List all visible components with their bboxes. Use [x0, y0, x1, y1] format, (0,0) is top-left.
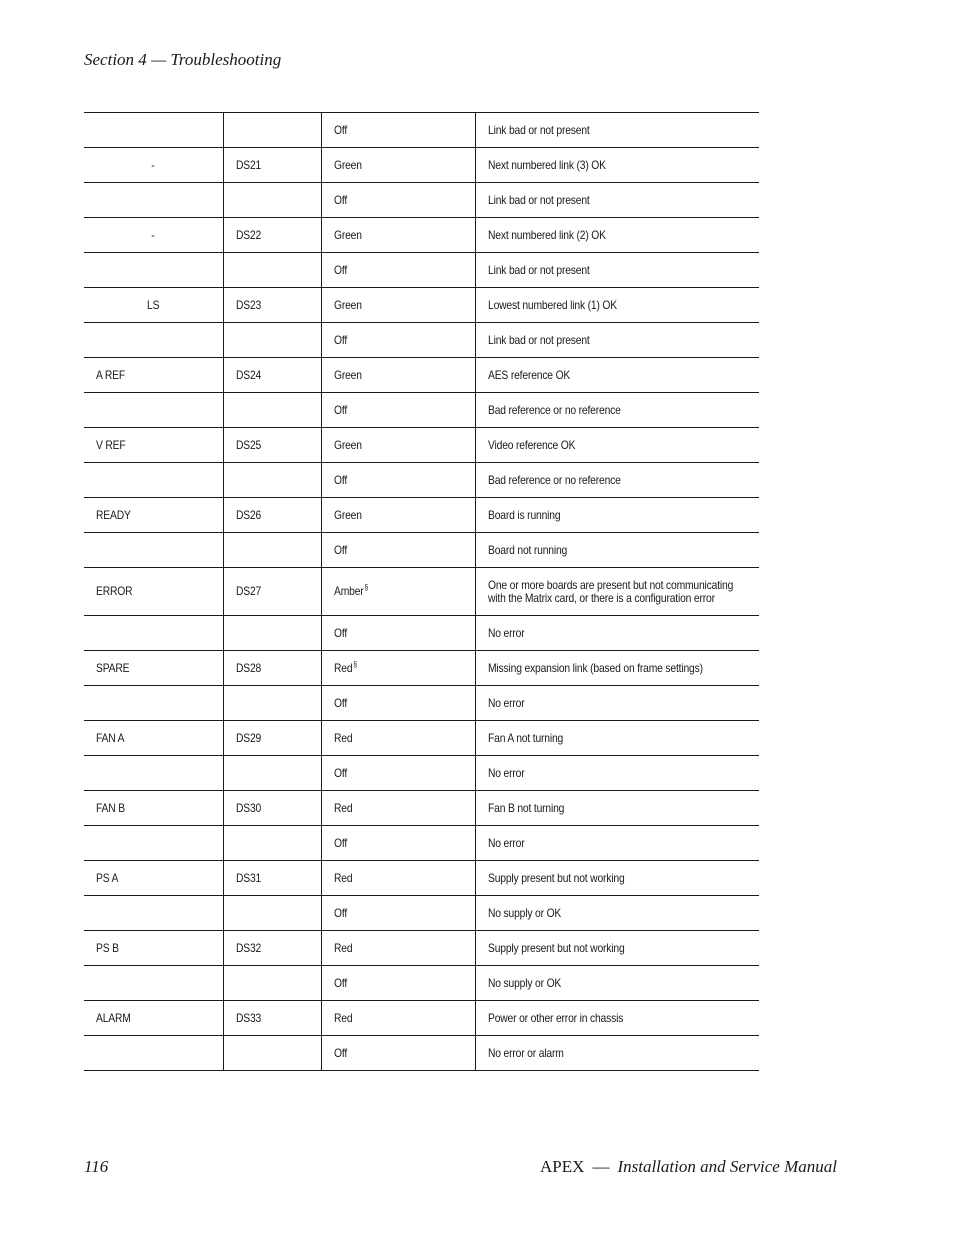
led-name-cell [84, 358, 223, 393]
led-name-cell [84, 533, 223, 568]
led-name-cell [84, 861, 223, 896]
led-meaning-cell-text: Supply present but not working [487, 940, 625, 955]
led-meaning-cell-text: Power or other error in chassis [487, 1010, 623, 1025]
led-meaning-cell [475, 721, 759, 756]
led-name-cell [84, 183, 223, 218]
led-meaning-cell-text: Link bad or not present [487, 332, 590, 347]
led-designator-cell-text: DS30 [235, 800, 261, 815]
led-name-cell [84, 826, 223, 861]
led-designator-cell [223, 616, 321, 651]
led-meaning-cell [475, 498, 759, 533]
led-meaning-cell [475, 826, 759, 861]
led-designator-cell [223, 1001, 321, 1036]
led-name-cell-text: ERROR [96, 584, 133, 598]
led-designator-cell [223, 568, 321, 616]
led-color-cell-text: Green [333, 227, 362, 242]
led-color-cell [321, 1036, 475, 1071]
table-row [84, 931, 759, 966]
led-meaning-cell-text: Link bad or not present [487, 122, 590, 137]
led-name-cell [84, 218, 223, 253]
led-name-cell-text: - [151, 157, 155, 172]
led-designator-cell-text: DS24 [235, 367, 261, 382]
led-designator-cell-text: DS26 [235, 507, 261, 522]
led-color-cell-text: Off [333, 402, 347, 417]
led-name-cell-text: V REF [96, 437, 126, 452]
led-meaning-cell-text: No error [487, 765, 524, 780]
led-meaning-cell-text: No error [487, 625, 524, 640]
led-designator-cell [223, 791, 321, 826]
table-row [84, 323, 759, 358]
led-designator-cell-text: DS25 [235, 437, 261, 452]
led-color-cell-text: Red [333, 1010, 352, 1025]
led-designator-cell [223, 113, 321, 148]
led-meaning-cell [475, 393, 759, 428]
led-designator-cell-text: DS21 [235, 157, 261, 172]
led-color-cell [321, 218, 475, 253]
led-color-cell-text: Green [333, 437, 362, 452]
led-meaning-cell-text: Bad reference or no reference [487, 472, 621, 487]
table-row [84, 861, 759, 896]
led-color-cell [321, 358, 475, 393]
led-meaning-cell [475, 428, 759, 463]
led-designator-cell-text: DS32 [235, 940, 261, 955]
led-meaning-cell [475, 323, 759, 358]
led-color-cell [321, 288, 475, 323]
led-meaning-cell [475, 651, 759, 686]
led-meaning-cell-text: No error [487, 695, 524, 710]
table-row [84, 568, 759, 616]
led-color-cell [321, 861, 475, 896]
led-name-cell-text: - [151, 227, 155, 242]
led-meaning-cell-text: Supply present but not working [487, 870, 625, 885]
led-name-cell [84, 148, 223, 183]
led-name-cell [84, 323, 223, 358]
led-color-cell [321, 791, 475, 826]
led-color-cell-text: Off [333, 975, 347, 990]
led-designator-cell [223, 288, 321, 323]
led-name-cell-text: FAN B [96, 800, 125, 815]
led-color-cell-text: Red [333, 730, 352, 745]
led-name-cell-text: PS A [96, 870, 119, 885]
led-meaning-cell [475, 756, 759, 791]
led-meaning-cell [475, 896, 759, 931]
led-name-cell [84, 428, 223, 463]
led-meaning-cell-text: No error [487, 835, 524, 850]
page-number-text: 116 [84, 1157, 109, 1176]
table-row [84, 463, 759, 498]
led-designator-cell [223, 428, 321, 463]
led-designator-cell [223, 533, 321, 568]
led-color-cell [321, 896, 475, 931]
led-color-cell [321, 183, 475, 218]
led-table-body [84, 113, 759, 1071]
led-color-cell [321, 113, 475, 148]
led-color-cell [321, 428, 475, 463]
led-meaning-cell-text: Board not running [487, 542, 567, 557]
led-color-cell-text: Off [333, 332, 347, 347]
running-header [84, 50, 281, 70]
page-number [84, 1157, 108, 1177]
table-row [84, 651, 759, 686]
led-color-cell-text: Off [333, 1045, 347, 1060]
led-designator-cell [223, 323, 321, 358]
led-designator-cell-text: DS27 [235, 584, 261, 598]
led-meaning-cell-text: Next numbered link (2) OK [487, 227, 606, 242]
led-designator-cell [223, 463, 321, 498]
led-meaning-cell-text: Fan B not turning [487, 800, 564, 815]
led-color-cell-text: Off [333, 192, 347, 207]
led-name-cell [84, 721, 223, 756]
led-meaning-cell [475, 966, 759, 1001]
led-designator-cell [223, 1036, 321, 1071]
led-meaning-cell [475, 148, 759, 183]
led-meaning-cell [475, 463, 759, 498]
section-title: Section 4 — Troubleshooting [84, 50, 282, 69]
led-name-cell [84, 1036, 223, 1071]
led-designator-cell-text: DS31 [235, 870, 261, 885]
footer-separator: — [592, 1157, 610, 1176]
led-meaning-cell [475, 686, 759, 721]
led-color-cell-text: Off [333, 262, 347, 277]
table-row [84, 616, 759, 651]
led-name-cell [84, 253, 223, 288]
led-meaning-cell [475, 183, 759, 218]
product-name: APEX [540, 1157, 585, 1176]
led-meaning-cell-text: Fan A not turning [487, 730, 563, 745]
led-meaning-cell [475, 253, 759, 288]
led-name-cell [84, 686, 223, 721]
table-row [84, 218, 759, 253]
led-name-cell-text: ALARM [96, 1010, 131, 1025]
table-row [84, 1001, 759, 1036]
led-designator-cell [223, 721, 321, 756]
led-name-cell-text: A REF [96, 367, 125, 382]
led-color-cell [321, 931, 475, 966]
led-designator-cell [223, 253, 321, 288]
led-color-cell [321, 148, 475, 183]
led-meaning-cell-text: Board is running [487, 507, 560, 522]
manual-title: Installation and Service Manual [617, 1157, 837, 1176]
led-color-cell [321, 568, 475, 616]
led-meaning-cell [475, 616, 759, 651]
led-meaning-cell-text: Bad reference or no reference [487, 402, 621, 417]
led-designator-cell [223, 931, 321, 966]
led-meaning-cell [475, 791, 759, 826]
footnote-marker: § [363, 583, 368, 592]
led-color-cell-text: Off [333, 625, 347, 640]
led-color-cell-text: Red [333, 800, 352, 815]
led-name-cell [84, 463, 223, 498]
led-designator-cell [223, 498, 321, 533]
led-name-cell [84, 931, 223, 966]
led-color-cell [321, 323, 475, 358]
table-row [84, 498, 759, 533]
led-designator-cell-text: DS22 [235, 227, 261, 242]
led-name-cell [84, 393, 223, 428]
led-color-cell-text: Off [333, 695, 347, 710]
led-name-cell [84, 651, 223, 686]
table-row [84, 1036, 759, 1071]
led-meaning-cell-text: Link bad or not present [487, 192, 590, 207]
led-designator-cell [223, 183, 321, 218]
led-meaning-cell [475, 861, 759, 896]
led-designator-cell [223, 393, 321, 428]
led-color-cell-text: Green [333, 367, 362, 382]
running-footer [540, 1157, 837, 1177]
led-color-cell [321, 966, 475, 1001]
led-color-cell-text: Red [333, 940, 352, 955]
table-row [84, 533, 759, 568]
led-color-cell [321, 826, 475, 861]
table-row [84, 428, 759, 463]
led-color-cell-text: Red [333, 870, 352, 885]
led-name-cell [84, 896, 223, 931]
led-color-cell [321, 393, 475, 428]
led-color-cell-text: Off [333, 905, 347, 920]
led-designator-cell-text: DS23 [235, 297, 261, 312]
led-designator-cell-text: DS29 [235, 730, 261, 745]
led-designator-cell [223, 651, 321, 686]
led-name-cell [84, 791, 223, 826]
table-row [84, 183, 759, 218]
led-color-cell [321, 498, 475, 533]
table-row [84, 826, 759, 861]
table-row [84, 721, 759, 756]
led-name-cell [84, 288, 223, 323]
led-meaning-cell [475, 931, 759, 966]
led-color-cell-text: Off [333, 765, 347, 780]
led-color-cell-text: Green [333, 297, 362, 312]
led-name-cell-text: FAN A [96, 730, 125, 745]
led-name-cell [84, 568, 223, 616]
led-color-cell-text: Red§ [333, 659, 357, 675]
led-color-cell-text: Off [333, 122, 347, 137]
led-color-cell-text: Off [333, 835, 347, 850]
led-color-cell [321, 253, 475, 288]
led-meaning-cell [475, 1036, 759, 1071]
led-meaning-cell [475, 113, 759, 148]
led-color-cell-text: Off [333, 472, 347, 487]
table-row [84, 288, 759, 323]
led-meaning-cell-text: No supply or OK [487, 905, 561, 920]
table-row [84, 896, 759, 931]
led-color-cell-text: Amber§ [333, 583, 368, 598]
led-meaning-cell-text: Missing expansion link (based on frame settings) [487, 660, 703, 675]
led-designator-cell [223, 826, 321, 861]
led-meaning-cell-text: Video reference OK [487, 437, 575, 452]
led-designator-cell-text: DS28 [235, 660, 261, 675]
led-meaning-cell-text: No error or alarm [487, 1045, 564, 1060]
led-color-cell [321, 651, 475, 686]
led-meaning-cell [475, 533, 759, 568]
led-meaning-cell-text: No supply or OK [487, 975, 561, 990]
led-designator-cell [223, 148, 321, 183]
led-color-cell [321, 463, 475, 498]
footnote-marker: § [352, 659, 357, 669]
led-name-cell [84, 1001, 223, 1036]
table-row [84, 966, 759, 1001]
led-name-cell-text: PS B [96, 940, 119, 955]
table-row [84, 756, 759, 791]
led-name-cell [84, 616, 223, 651]
led-meaning-cell [475, 568, 759, 616]
led-name-cell-text: LS [147, 297, 160, 312]
table-row [84, 253, 759, 288]
led-designator-cell [223, 966, 321, 1001]
led-color-cell [321, 686, 475, 721]
led-designator-cell [223, 686, 321, 721]
led-meaning-cell-text: AES reference OK [487, 367, 570, 382]
led-status-table [84, 112, 759, 1071]
led-color-cell [321, 533, 475, 568]
led-name-cell [84, 966, 223, 1001]
led-meaning-cell-text: Lowest numbered link (1) OK [487, 297, 617, 312]
led-color-cell-text: Off [333, 542, 347, 557]
led-name-cell [84, 113, 223, 148]
table-row [84, 148, 759, 183]
led-meaning-cell-text: One or more boards are present but not communicating with the Matrix card, or there is a configuration error [487, 577, 733, 605]
led-meaning-cell-text: Next numbered link (3) OK [487, 157, 606, 172]
table-row [84, 393, 759, 428]
led-name-cell-text: SPARE [96, 660, 130, 675]
led-designator-cell [223, 756, 321, 791]
led-color-cell [321, 756, 475, 791]
table-row [84, 358, 759, 393]
led-designator-cell [223, 861, 321, 896]
led-color-cell-text: Green [333, 507, 362, 522]
led-meaning-cell-text: Link bad or not present [487, 262, 590, 277]
led-meaning-cell [475, 358, 759, 393]
table-row [84, 791, 759, 826]
led-name-cell-text: READY [96, 507, 131, 522]
led-designator-cell [223, 896, 321, 931]
table-row [84, 686, 759, 721]
led-color-cell [321, 721, 475, 756]
led-color-cell [321, 616, 475, 651]
led-name-cell [84, 756, 223, 791]
led-color-cell-text: Green [333, 157, 362, 172]
led-name-cell [84, 498, 223, 533]
table-row [84, 113, 759, 148]
led-designator-cell [223, 218, 321, 253]
led-meaning-cell [475, 218, 759, 253]
led-designator-cell-text: DS33 [235, 1010, 261, 1025]
led-color-cell [321, 1001, 475, 1036]
led-designator-cell [223, 358, 321, 393]
led-meaning-cell [475, 1001, 759, 1036]
led-meaning-cell [475, 288, 759, 323]
